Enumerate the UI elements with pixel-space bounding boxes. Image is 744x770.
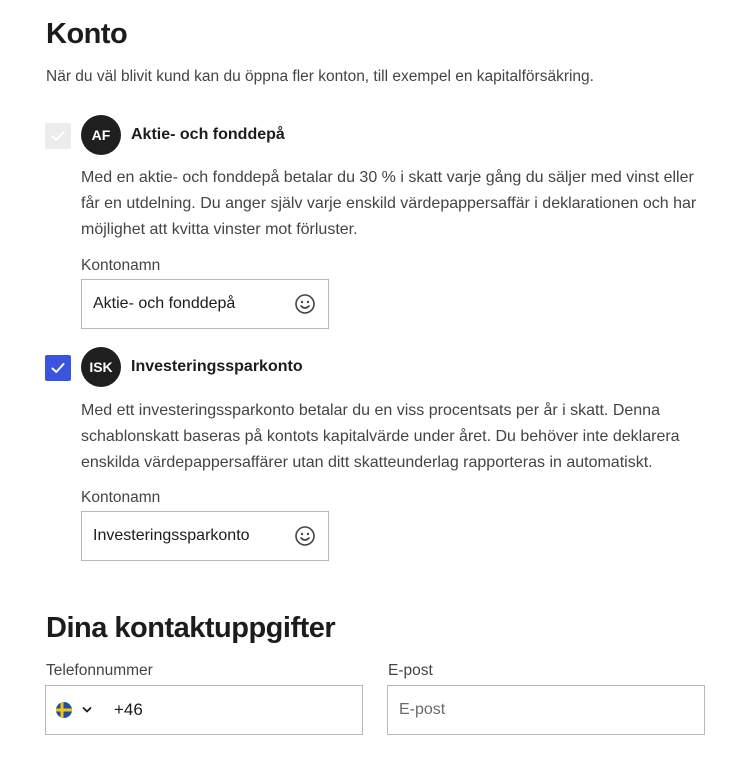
isk-checkbox[interactable] bbox=[45, 355, 71, 381]
email-field[interactable] bbox=[387, 685, 705, 735]
kontonamn-value: Investeringssparkonto bbox=[93, 527, 250, 544]
account-description-investeringssparkonto: Med ett investeringssparkonto betalar du en viss procentsats per år i skatt. Denna schablonskatt baseras på kontots kapitalvärde under året. Du behöver inte deklarera enskilda värdepappersaffärer utan ditt skatteunderlag rapporteras in automatiskt. bbox=[81, 402, 680, 471]
smiley-icon[interactable] bbox=[294, 525, 316, 547]
account-title-aktie-fonddepa: Aktie- och fonddepå bbox=[131, 126, 285, 143]
kontonamn-label: Kontonamn bbox=[81, 257, 161, 274]
kontonamn-input-aktie-fonddepa[interactable] bbox=[81, 279, 329, 329]
kontonamn-label: Kontonamn bbox=[81, 489, 161, 506]
account-badge-af: AF bbox=[81, 115, 121, 155]
konto-intro-text: När du väl blivit kund kan du öppna fler konton, till exempel en kapitalförsäkring. bbox=[46, 68, 594, 85]
email-input[interactable] bbox=[399, 701, 689, 719]
konto-heading: Konto bbox=[46, 18, 128, 50]
account-title-investeringssparkonto: Investeringssparkonto bbox=[131, 358, 303, 375]
check-icon bbox=[50, 360, 66, 376]
sweden-flag-icon bbox=[56, 702, 72, 718]
email-label: E-post bbox=[388, 662, 433, 679]
kontonamn-value: Aktie- och fonddepå bbox=[93, 295, 236, 312]
kontonamn-input-investeringssparkonto[interactable] bbox=[81, 511, 329, 561]
chevron-down-icon bbox=[82, 705, 92, 715]
phone-field[interactable] bbox=[45, 685, 363, 735]
check-icon bbox=[50, 128, 66, 144]
contact-heading: Dina kontaktuppgifter bbox=[46, 612, 336, 644]
phone-input[interactable]: +46 bbox=[114, 700, 143, 719]
account-badge-isk: ISK bbox=[81, 347, 121, 387]
smiley-icon[interactable] bbox=[294, 293, 316, 315]
aktie-fonddepa-checkbox[interactable] bbox=[45, 123, 71, 149]
telefonnummer-label: Telefonnummer bbox=[46, 662, 153, 679]
account-description-aktie-fonddepa: Med en aktie- och fonddepå betalar du 30 % i skatt varje gång du säljer med vinst eller får en utdelning. Du anger själv varje enskild värdepappersaffär i deklarationen och har möjlighet att kvitta vinster mot förluster. bbox=[81, 169, 697, 238]
country-code-selector[interactable] bbox=[46, 702, 108, 718]
